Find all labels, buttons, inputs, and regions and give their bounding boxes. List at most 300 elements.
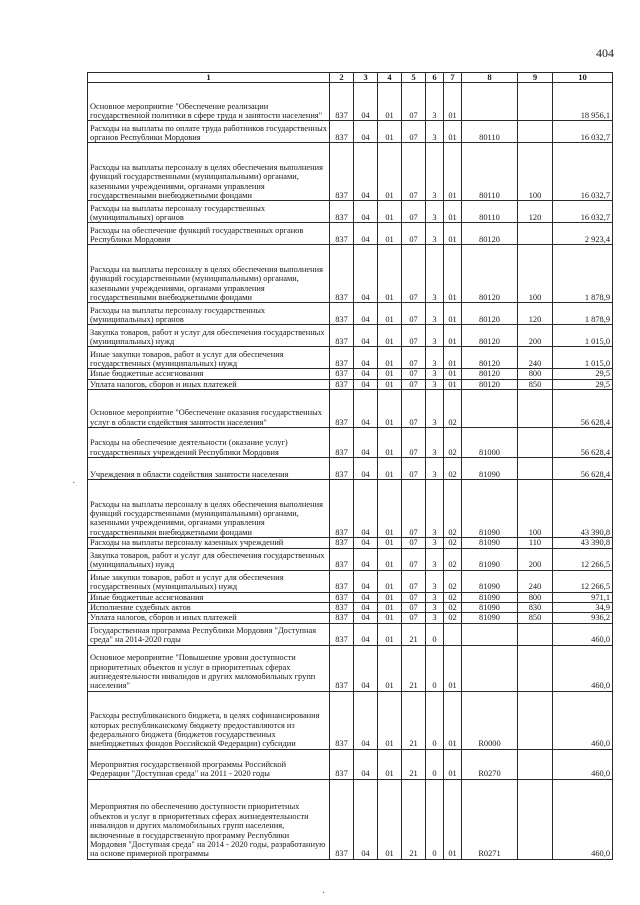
row-cell-col-10: 16 032,7 [553, 121, 613, 143]
row-cell-col-5: 07 [402, 538, 426, 548]
scan-mark: · [322, 888, 326, 899]
row-name-cell: Расходы на выплаты персоналу в целях обеспечения выполнения функций государственными (муниципальными) органами, казенными учреждениями, органами управления государственными внебюджетными фондами [88, 245, 330, 303]
row-cell-col-2: 837 [330, 223, 354, 245]
row-cell-col-6: 3 [426, 592, 444, 602]
row-cell-col-10: 34,9 [553, 603, 613, 613]
row-cell-col-6: 0 [426, 623, 444, 645]
row-cell-col-4: 01 [378, 201, 402, 223]
row-cell-col-3: 04 [354, 645, 378, 691]
table-row [88, 379, 613, 389]
row-cell-col-6: 3 [426, 613, 444, 623]
table-row [88, 390, 613, 428]
row-cell-col-6: 3 [426, 379, 444, 389]
row-cell-col-9 [518, 691, 553, 749]
row-cell-col-2: 837 [330, 428, 354, 458]
header-col-6: 6 [426, 73, 444, 83]
row-cell-col-5: 07 [402, 245, 426, 303]
row-name-cell: Закупка товаров, работ и услуг для обеспечения государственных (муниципальных) нужд [88, 548, 330, 570]
row-cell-col-10: 971,1 [553, 592, 613, 602]
row-cell-col-9: 800 [518, 369, 553, 379]
row-cell-col-9: 120 [518, 201, 553, 223]
row-name-cell: Расходы на выплаты персоналу казенных учреждений [88, 538, 330, 548]
row-cell-col-8: 81090 [462, 603, 518, 613]
row-cell-col-5: 07 [402, 480, 426, 538]
row-cell-col-3: 04 [354, 570, 378, 592]
row-cell-col-3: 04 [354, 691, 378, 749]
row-cell-col-9 [518, 83, 553, 121]
row-cell-col-10: 1 878,9 [553, 245, 613, 303]
row-cell-col-7: 01 [444, 347, 462, 369]
row-cell-col-5: 07 [402, 603, 426, 613]
row-name-cell: Иные закупки товаров, работ и услуг для обеспечения государственных (муниципальных) нужд [88, 570, 330, 592]
table-row [88, 603, 613, 613]
row-name-cell: Расходы на выплаты персоналу в целях обеспечения выполнения функций государственными (муниципальными) органами, казенными учреждениями, органами управления государственными внебюджетными фондами [88, 480, 330, 538]
header-col-3: 3 [354, 73, 378, 83]
row-cell-col-4: 01 [378, 603, 402, 613]
row-cell-col-10: 460,0 [553, 779, 613, 859]
row-cell-col-4: 01 [378, 347, 402, 369]
row-cell-col-2: 837 [330, 369, 354, 379]
row-cell-col-3: 04 [354, 428, 378, 458]
row-cell-col-10: 1 015,0 [553, 347, 613, 369]
row-cell-col-9 [518, 428, 553, 458]
row-cell-col-7: 02 [444, 390, 462, 428]
row-cell-col-5: 07 [402, 548, 426, 570]
row-cell-col-10: 1 015,0 [553, 325, 613, 347]
row-cell-col-6: 3 [426, 121, 444, 143]
row-cell-col-8: R0270 [462, 749, 518, 779]
row-cell-col-9 [518, 779, 553, 859]
row-cell-col-8: 81090 [462, 548, 518, 570]
header-col-10: 10 [553, 73, 613, 83]
row-cell-col-8: 80110 [462, 143, 518, 201]
row-cell-col-3: 04 [354, 303, 378, 325]
row-cell-col-7: 02 [444, 570, 462, 592]
row-cell-col-9: 240 [518, 347, 553, 369]
row-cell-col-10: 1 878,9 [553, 303, 613, 325]
row-cell-col-8 [462, 623, 518, 645]
row-name-cell: Мероприятия по обеспечению доступности приоритетных объектов и услуг в приоритетных сферах жизнедеятельности инвалидов и других маломобильных групп населения, включенные в государственную программу Республики Мордовия "Доступная среда" на 2014 - 2020 годы, разработанную на основе примерной программы [88, 779, 330, 859]
table-row [88, 749, 613, 779]
row-cell-col-3: 04 [354, 201, 378, 223]
row-cell-col-5: 07 [402, 223, 426, 245]
table-row [88, 325, 613, 347]
table-row [88, 645, 613, 691]
row-cell-col-5: 07 [402, 428, 426, 458]
row-cell-col-8: R0000 [462, 691, 518, 749]
row-cell-col-7: 01 [444, 325, 462, 347]
row-cell-col-4: 01 [378, 428, 402, 458]
row-cell-col-9: 200 [518, 325, 553, 347]
row-cell-col-7: 01 [444, 143, 462, 201]
row-cell-col-8: 80120 [462, 303, 518, 325]
row-name-cell: Закупка товаров, работ и услуг для обеспечения государственных (муниципальных) нужд [88, 325, 330, 347]
row-cell-col-7: 01 [444, 779, 462, 859]
row-cell-col-4: 01 [378, 623, 402, 645]
row-cell-col-2: 837 [330, 779, 354, 859]
row-cell-col-4: 01 [378, 369, 402, 379]
row-cell-col-8 [462, 83, 518, 121]
row-cell-col-2: 837 [330, 201, 354, 223]
row-cell-col-9: 200 [518, 548, 553, 570]
table-row [88, 538, 613, 548]
row-cell-col-2: 837 [330, 480, 354, 538]
table-row [88, 121, 613, 143]
row-name-cell: Расходы на обеспечение деятельности (оказание услуг) государственных учреждений Республики Мордовия [88, 428, 330, 458]
row-cell-col-6: 0 [426, 779, 444, 859]
row-cell-col-10: 56 628,4 [553, 390, 613, 428]
row-cell-col-5: 07 [402, 83, 426, 121]
row-cell-col-10: 2 923,4 [553, 223, 613, 245]
row-cell-col-2: 837 [330, 245, 354, 303]
row-cell-col-4: 01 [378, 379, 402, 389]
row-cell-col-9 [518, 645, 553, 691]
row-cell-col-5: 07 [402, 458, 426, 480]
row-name-cell: Учреждения в области содействия занятости населения [88, 458, 330, 480]
row-cell-col-6: 3 [426, 143, 444, 201]
row-cell-col-8: 80120 [462, 223, 518, 245]
row-name-cell: Мероприятия государственной программы Российской Федерации "Доступная среда" на 2011 - 2020 годы [88, 749, 330, 779]
row-cell-col-6: 3 [426, 201, 444, 223]
row-cell-col-8: 80120 [462, 325, 518, 347]
row-cell-col-6: 3 [426, 325, 444, 347]
row-cell-col-2: 837 [330, 623, 354, 645]
row-name-cell: Основное мероприятие "Обеспечение оказания государственных услуг в области содействия занятости населения" [88, 390, 330, 428]
row-cell-col-5: 07 [402, 347, 426, 369]
row-cell-col-7: 01 [444, 749, 462, 779]
row-cell-col-4: 01 [378, 691, 402, 749]
row-cell-col-8: 80110 [462, 121, 518, 143]
row-cell-col-7: 01 [444, 245, 462, 303]
row-cell-col-2: 837 [330, 325, 354, 347]
row-cell-col-10: 12 266,5 [553, 548, 613, 570]
row-cell-col-9 [518, 223, 553, 245]
row-cell-col-10: 12 266,5 [553, 570, 613, 592]
row-cell-col-8: 80110 [462, 201, 518, 223]
page-number: 404 [596, 46, 614, 60]
table-row [88, 347, 613, 369]
table-row [88, 369, 613, 379]
row-cell-col-2: 837 [330, 121, 354, 143]
row-cell-col-7: 01 [444, 691, 462, 749]
row-cell-col-10: 56 628,4 [553, 458, 613, 480]
row-cell-col-3: 04 [354, 548, 378, 570]
row-cell-col-3: 04 [354, 592, 378, 602]
row-cell-col-2: 837 [330, 390, 354, 428]
row-cell-col-6: 3 [426, 245, 444, 303]
row-cell-col-6: 3 [426, 603, 444, 613]
row-cell-col-2: 837 [330, 458, 354, 480]
table-row [88, 623, 613, 645]
row-cell-col-7 [444, 623, 462, 645]
row-cell-col-9: 850 [518, 379, 553, 389]
row-cell-col-5: 21 [402, 645, 426, 691]
row-name-cell: Расходы на выплаты персоналу государственных (муниципальных) органов [88, 201, 330, 223]
row-cell-col-4: 01 [378, 645, 402, 691]
row-cell-col-9: 120 [518, 303, 553, 325]
row-name-cell: Исполнение судебных актов [88, 603, 330, 613]
header-col-4: 4 [378, 73, 402, 83]
row-cell-col-2: 837 [330, 570, 354, 592]
row-cell-col-10: 29,5 [553, 369, 613, 379]
row-cell-col-4: 01 [378, 390, 402, 428]
row-cell-col-4: 01 [378, 592, 402, 602]
row-name-cell: Расходы на обеспечение функций государственных органов Республики Мордовия [88, 223, 330, 245]
row-cell-col-2: 837 [330, 645, 354, 691]
table-row [88, 613, 613, 623]
row-cell-col-3: 04 [354, 613, 378, 623]
row-cell-col-4: 01 [378, 303, 402, 325]
row-name-cell: Основное мероприятие "Обеспечение реализации государственной политики в сфере труда и занятости населения" [88, 83, 330, 121]
row-cell-col-2: 837 [330, 613, 354, 623]
table-row [88, 691, 613, 749]
row-cell-col-3: 04 [354, 369, 378, 379]
row-cell-col-8: R0271 [462, 779, 518, 859]
row-cell-col-3: 04 [354, 623, 378, 645]
row-cell-col-6: 3 [426, 390, 444, 428]
row-cell-col-3: 04 [354, 379, 378, 389]
row-cell-col-3: 04 [354, 325, 378, 347]
row-cell-col-8: 80120 [462, 347, 518, 369]
row-cell-col-4: 01 [378, 223, 402, 245]
row-cell-col-9: 850 [518, 613, 553, 623]
row-cell-col-4: 01 [378, 121, 402, 143]
row-cell-col-8: 81090 [462, 570, 518, 592]
row-cell-col-9: 100 [518, 245, 553, 303]
row-cell-col-7: 01 [444, 303, 462, 325]
row-cell-col-4: 01 [378, 779, 402, 859]
row-name-cell: Государственная программа Республики Мордовия "Доступная среда" на 2014-2020 годы [88, 623, 330, 645]
row-cell-col-7: 01 [444, 223, 462, 245]
row-cell-col-5: 07 [402, 390, 426, 428]
row-cell-col-4: 01 [378, 83, 402, 121]
row-cell-col-8: 81000 [462, 428, 518, 458]
row-cell-col-10: 56 628,4 [553, 428, 613, 458]
row-cell-col-3: 04 [354, 223, 378, 245]
row-cell-col-3: 04 [354, 603, 378, 613]
row-cell-col-8: 81090 [462, 592, 518, 602]
row-cell-col-7: 02 [444, 480, 462, 538]
table-row [88, 548, 613, 570]
row-cell-col-2: 837 [330, 592, 354, 602]
row-cell-col-5: 21 [402, 749, 426, 779]
header-col-8: 8 [462, 73, 518, 83]
row-cell-col-3: 04 [354, 458, 378, 480]
header-row [88, 73, 613, 83]
row-cell-col-10: 18 956,1 [553, 83, 613, 121]
row-cell-col-4: 01 [378, 749, 402, 779]
row-cell-col-9: 100 [518, 480, 553, 538]
row-cell-col-6: 3 [426, 458, 444, 480]
row-name-cell: Иные закупки товаров, работ и услуг для обеспечения государственных (муниципальных) нужд [88, 347, 330, 369]
row-cell-col-8: 81090 [462, 458, 518, 480]
row-cell-col-8 [462, 645, 518, 691]
row-cell-col-6: 0 [426, 645, 444, 691]
row-cell-col-7: 02 [444, 538, 462, 548]
row-cell-col-6: 3 [426, 548, 444, 570]
row-cell-col-5: 21 [402, 623, 426, 645]
row-cell-col-5: 21 [402, 691, 426, 749]
row-name-cell: Основное мероприятие "Повышение уровня доступности приоритетных объектов и услуг в приоритетных сферах жизнедеятельности инвалидов и других маломобильных групп населения" [88, 645, 330, 691]
scan-mark: · [72, 478, 76, 489]
row-cell-col-5: 07 [402, 613, 426, 623]
budget-table [87, 72, 613, 860]
row-cell-col-7: 01 [444, 369, 462, 379]
row-cell-col-3: 04 [354, 347, 378, 369]
row-name-cell: Расходы республиканского бюджета, в целях софинансирования которых республиканскому бюджету предоставляются из федерального бюджета (бюджетов государственных внебюджетных фондов Российской Федерации) субсидии [88, 691, 330, 749]
row-cell-col-9: 830 [518, 603, 553, 613]
row-cell-col-6: 3 [426, 538, 444, 548]
table-row [88, 570, 613, 592]
row-cell-col-2: 837 [330, 83, 354, 121]
row-cell-col-6: 3 [426, 369, 444, 379]
row-cell-col-8: 81090 [462, 538, 518, 548]
row-cell-col-5: 07 [402, 379, 426, 389]
table-row [88, 83, 613, 121]
row-cell-col-10: 460,0 [553, 645, 613, 691]
table-body [88, 73, 613, 860]
row-cell-col-10: 936,2 [553, 613, 613, 623]
row-cell-col-2: 837 [330, 548, 354, 570]
row-name-cell: Уплата налогов, сборов и иных платежей [88, 379, 330, 389]
row-cell-col-5: 07 [402, 143, 426, 201]
table-row [88, 143, 613, 201]
row-cell-col-2: 837 [330, 347, 354, 369]
row-cell-col-4: 01 [378, 245, 402, 303]
row-name-cell: Расходы на выплаты по оплате труда работников государственных органов Республики Мордовия [88, 121, 330, 143]
row-cell-col-10: 460,0 [553, 623, 613, 645]
row-cell-col-8: 80120 [462, 379, 518, 389]
table-row [88, 223, 613, 245]
row-cell-col-2: 837 [330, 303, 354, 325]
row-cell-col-2: 837 [330, 749, 354, 779]
row-cell-col-10: 16 032,7 [553, 201, 613, 223]
row-cell-col-2: 837 [330, 538, 354, 548]
row-cell-col-9: 800 [518, 592, 553, 602]
row-cell-col-2: 837 [330, 603, 354, 613]
row-cell-col-7: 02 [444, 613, 462, 623]
table-row [88, 201, 613, 223]
row-cell-col-6: 3 [426, 83, 444, 121]
row-cell-col-7: 02 [444, 428, 462, 458]
row-cell-col-5: 07 [402, 325, 426, 347]
row-cell-col-6: 3 [426, 480, 444, 538]
row-cell-col-7: 02 [444, 592, 462, 602]
table-row [88, 245, 613, 303]
row-cell-col-10: 29,5 [553, 379, 613, 389]
row-cell-col-5: 07 [402, 592, 426, 602]
row-name-cell: Расходы на выплаты персоналу в целях обеспечения выполнения функций государственными (муниципальными) органами, казенными учреждениями, органами управления государственными внебюджетными фондами [88, 143, 330, 201]
row-cell-col-10: 16 032,7 [553, 143, 613, 201]
row-cell-col-6: 3 [426, 347, 444, 369]
row-cell-col-8: 81090 [462, 613, 518, 623]
row-cell-col-2: 837 [330, 379, 354, 389]
row-cell-col-8: 80120 [462, 245, 518, 303]
header-col-5: 5 [402, 73, 426, 83]
row-cell-col-3: 04 [354, 480, 378, 538]
table-row [88, 480, 613, 538]
row-cell-col-7: 01 [444, 121, 462, 143]
row-cell-col-5: 21 [402, 779, 426, 859]
row-cell-col-9 [518, 390, 553, 428]
row-cell-col-7: 02 [444, 603, 462, 613]
row-name-cell: Расходы на выплаты персоналу государственных (муниципальных) органов [88, 303, 330, 325]
header-col-1: 1 [88, 73, 330, 83]
row-cell-col-9 [518, 121, 553, 143]
row-cell-col-3: 04 [354, 121, 378, 143]
header-col-9: 9 [518, 73, 553, 83]
row-cell-col-10: 43 390,8 [553, 538, 613, 548]
row-cell-col-7: 01 [444, 645, 462, 691]
row-cell-col-3: 04 [354, 245, 378, 303]
row-cell-col-3: 04 [354, 779, 378, 859]
row-cell-col-7: 01 [444, 379, 462, 389]
row-cell-col-7: 01 [444, 83, 462, 121]
row-cell-col-3: 04 [354, 749, 378, 779]
row-cell-col-9 [518, 623, 553, 645]
row-cell-col-10: 460,0 [553, 749, 613, 779]
row-cell-col-5: 07 [402, 303, 426, 325]
row-cell-col-6: 0 [426, 691, 444, 749]
row-cell-col-5: 07 [402, 201, 426, 223]
row-cell-col-4: 01 [378, 325, 402, 347]
row-cell-col-9: 240 [518, 570, 553, 592]
row-cell-col-4: 01 [378, 548, 402, 570]
row-cell-col-3: 04 [354, 83, 378, 121]
row-cell-col-4: 01 [378, 613, 402, 623]
row-cell-col-5: 07 [402, 369, 426, 379]
row-cell-col-7: 02 [444, 548, 462, 570]
row-cell-col-3: 04 [354, 143, 378, 201]
row-cell-col-7: 02 [444, 458, 462, 480]
row-name-cell: Уплата налогов, сборов и иных платежей [88, 613, 330, 623]
table-row [88, 303, 613, 325]
row-cell-col-6: 3 [426, 303, 444, 325]
table-row [88, 779, 613, 859]
row-cell-col-6: 3 [426, 570, 444, 592]
row-cell-col-4: 01 [378, 538, 402, 548]
row-cell-col-6: 3 [426, 223, 444, 245]
row-cell-col-8 [462, 390, 518, 428]
row-cell-col-7: 01 [444, 201, 462, 223]
row-cell-col-10: 43 390,8 [553, 480, 613, 538]
row-cell-col-6: 3 [426, 428, 444, 458]
row-cell-col-5: 07 [402, 570, 426, 592]
row-cell-col-9 [518, 749, 553, 779]
header-col-7: 7 [444, 73, 462, 83]
table-row [88, 428, 613, 458]
row-cell-col-5: 07 [402, 121, 426, 143]
row-name-cell: Иные бюджетные ассигнования [88, 369, 330, 379]
row-cell-col-4: 01 [378, 458, 402, 480]
row-cell-col-4: 01 [378, 480, 402, 538]
row-cell-col-4: 01 [378, 570, 402, 592]
row-cell-col-6: 0 [426, 749, 444, 779]
row-cell-col-4: 01 [378, 143, 402, 201]
row-cell-col-2: 837 [330, 691, 354, 749]
row-cell-col-9: 110 [518, 538, 553, 548]
row-cell-col-8: 80120 [462, 369, 518, 379]
row-cell-col-9 [518, 458, 553, 480]
header-col-2: 2 [330, 73, 354, 83]
row-cell-col-8: 81090 [462, 480, 518, 538]
row-cell-col-2: 837 [330, 143, 354, 201]
table-row [88, 458, 613, 480]
row-cell-col-10: 460,0 [553, 691, 613, 749]
row-name-cell: Иные бюджетные ассигнования [88, 592, 330, 602]
row-cell-col-3: 04 [354, 390, 378, 428]
row-cell-col-9: 100 [518, 143, 553, 201]
